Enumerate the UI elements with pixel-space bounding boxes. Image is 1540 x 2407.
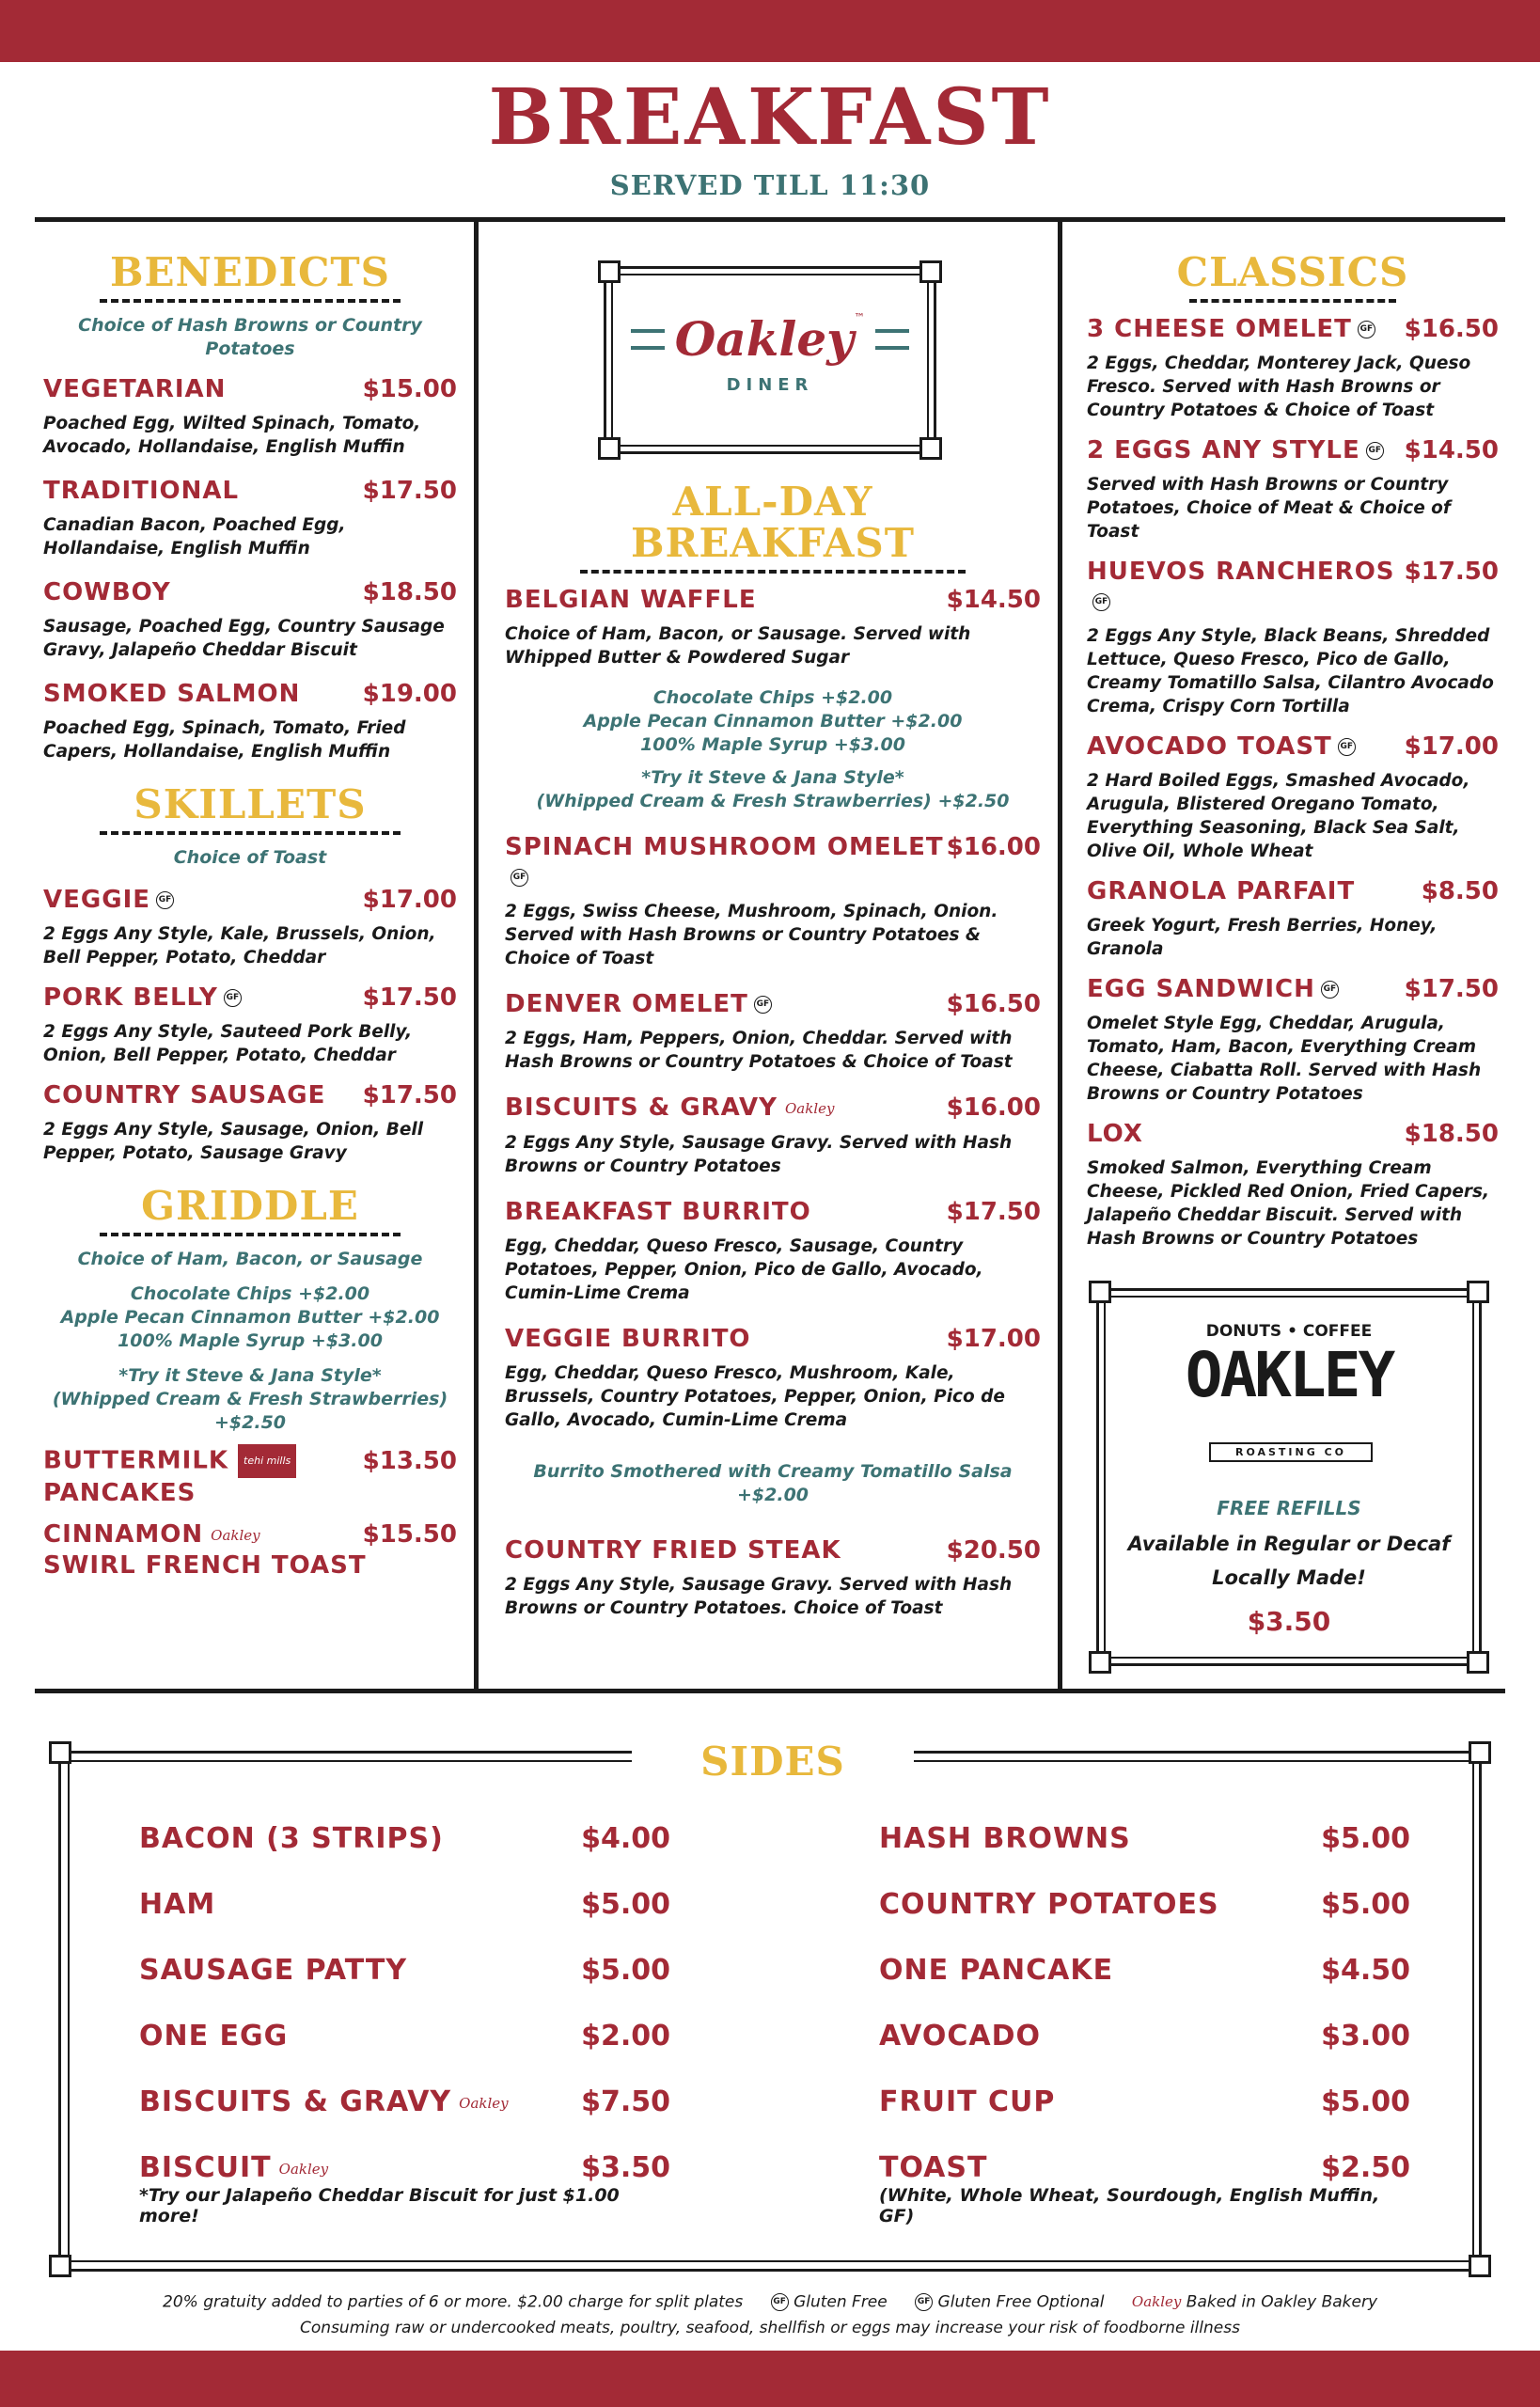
gluten-free-optional-legend: Gluten Free Optional xyxy=(937,2292,1105,2312)
waffle-special: *Try it Steve & Jana Style* xyxy=(641,767,904,789)
menu-item xyxy=(1087,876,1499,961)
item-name: DENVER OMELET xyxy=(505,990,748,1019)
item-description: Smoked Salmon, Everything Cream Cheese, Pickled Red Onion, Fried Capers, Jalapeño Cheddar Biscuit. Served with Hash Browns or Country Potatoes xyxy=(1087,1158,1490,1250)
item-description: Canadian Bacon, Poached Egg, Hollandaise, English Muffin xyxy=(43,515,346,559)
item-price: $17.00 xyxy=(362,886,457,915)
menu-item xyxy=(1087,732,1499,863)
logo-stripes-icon xyxy=(875,329,909,350)
item-price: $15.00 xyxy=(362,375,457,404)
center-column xyxy=(505,481,1041,1620)
gluten-free-icon: GF xyxy=(224,989,242,1007)
item-name: VEGGIE xyxy=(43,886,150,915)
item-name: COWBOY xyxy=(43,578,171,607)
side-item xyxy=(139,1954,670,2020)
item-price: $20.50 xyxy=(946,1535,1041,1565)
item-price: $16.00 xyxy=(946,1093,1041,1123)
item-description: 2 Eggs Any Style, Kale, Brussels, Onion, Bell Pepper, Potato, Cheddar xyxy=(43,924,436,968)
item-description: 2 Eggs Any Style, Sausage, Onion, Bell Pepper, Potato, Sausage Gravy xyxy=(43,1120,424,1164)
side-name: HAM xyxy=(139,1888,216,1921)
page-title: BREAKFAST xyxy=(488,72,1052,163)
waffle-addon: Apple Pecan Cinnamon Butter +$2.00 xyxy=(583,711,963,732)
side-price: $7.50 xyxy=(581,2085,670,2118)
served-till-subtitle: SERVED TILL 11:30 xyxy=(609,169,931,201)
side-price: $5.00 xyxy=(1321,1822,1410,1855)
waffle-addon: 100% Maple Syrup +$3.00 xyxy=(640,734,905,756)
item-price: $16.00 xyxy=(946,833,1041,862)
side-name: BISCUITS & GRAVY xyxy=(139,2085,452,2118)
oakley-bakery-icon: Oakley xyxy=(1131,2293,1182,2310)
bottom-divider xyxy=(35,1689,1505,1693)
menu-item xyxy=(43,476,457,560)
side-item xyxy=(139,2085,670,2151)
gluten-free-optional-icon: GF xyxy=(915,2293,933,2311)
item-price: $17.50 xyxy=(946,1197,1041,1226)
item-name: BISCUITS & GRAVY xyxy=(505,1093,778,1123)
footer-line-1 xyxy=(0,2290,1540,2315)
menu-item xyxy=(43,983,457,1067)
item-description: Omelet Style Egg, Cheddar, Arugula, Tomato, Ham, Bacon, Everything Cream Cheese, Ciabatta Roll. Served with Hash Browns or Country Potatoes xyxy=(1087,1014,1482,1105)
item-price: $18.50 xyxy=(362,578,457,607)
top-band xyxy=(0,0,1540,62)
side-item xyxy=(879,1822,1410,1888)
side-name: TOAST xyxy=(879,2151,988,2184)
item-description: 2 Eggs, Cheddar, Monterey Jack, Queso Fresco. Served with Hash Browns or Country Potatoes & Choice of Toast xyxy=(1087,354,1471,421)
item-name: HUEVOS RANCHEROS xyxy=(1087,558,1395,587)
item-name: VEGETARIAN xyxy=(43,375,227,404)
menu-item xyxy=(505,585,1041,669)
gluten-free-icon: GF xyxy=(771,2293,789,2311)
oakley-bakery-icon: Oakley xyxy=(785,1099,835,1117)
item-name-line2: SWIRL FRENCH TOAST xyxy=(43,1550,367,1580)
side-item xyxy=(879,2085,1410,2151)
left-column xyxy=(43,249,457,1581)
item-price: $16.50 xyxy=(1404,315,1499,344)
menu-item xyxy=(505,1197,1041,1305)
side-price: $2.00 xyxy=(581,2020,670,2053)
side-item xyxy=(139,1822,670,1888)
gluten-free-icon: GF xyxy=(1358,321,1375,338)
item-description: Greek Yogurt, Fresh Berries, Honey, Granola xyxy=(1087,916,1438,960)
footer-line-2: Consuming raw or undercooked meats, poultry, seafood, shellfish or eggs may increase your risk of foodborne illness xyxy=(300,2319,1240,2337)
toast-note: (White, Whole Wheat, Sourdough, English Muffin, GF) xyxy=(879,2185,1380,2226)
side-item xyxy=(879,2020,1410,2085)
all-day-title-line1: ALL-DAY xyxy=(672,479,873,525)
item-name: CINNAMON xyxy=(43,1520,204,1550)
sides-title: SIDES xyxy=(700,1738,845,1785)
coffee-line1: Available in Regular or Decaf xyxy=(1127,1533,1451,1555)
item-description: Poached Egg, Wilted Spinach, Tomato, Avocado, Hollandaise, English Muffin xyxy=(43,414,421,458)
menu-item xyxy=(43,885,457,969)
item-description: Sausage, Poached Egg, Country Sausage Gravy, Jalapeño Cheddar Biscuit xyxy=(43,617,445,661)
coffee-top-label: DONUTS • COFFEE xyxy=(1205,1322,1373,1341)
item-name: SMOKED SALMON xyxy=(43,680,301,709)
side-name: BACON (3 STRIPS) xyxy=(139,1822,444,1855)
gluten-free-icon: GF xyxy=(156,891,174,909)
coffee-line2: Locally Made! xyxy=(1212,1566,1366,1589)
item-price: $17.50 xyxy=(1404,558,1499,587)
side-item xyxy=(139,2020,670,2085)
side-name: ONE PANCAKE xyxy=(879,1954,1114,1987)
side-name: HASH BROWNS xyxy=(879,1822,1131,1855)
biscuit-note: *Try our Jalapeño Cheddar Biscuit for just $1.00 more! xyxy=(139,2185,620,2226)
logo-stripes-icon xyxy=(631,329,665,350)
side-price: $4.50 xyxy=(1321,1954,1410,1987)
griddle-addon: Apple Pecan Cinnamon Butter +$2.00 xyxy=(60,1307,440,1329)
item-price: $17.00 xyxy=(946,1324,1041,1353)
menu-item xyxy=(505,1093,1041,1178)
gluten-free-optional-icon: GF xyxy=(1338,738,1356,756)
item-name: VEGGIE BURRITO xyxy=(505,1324,751,1353)
menu-item xyxy=(43,679,457,763)
menu-item xyxy=(43,374,457,459)
classics-divider xyxy=(1189,299,1396,303)
item-price: $16.50 xyxy=(946,990,1041,1019)
menu-item xyxy=(1087,314,1499,422)
item-name: GRANOLA PARFAIT xyxy=(1087,877,1356,906)
right-column xyxy=(1087,249,1499,1251)
all-day-title xyxy=(505,479,1041,567)
skillets-note: Choice of Toast xyxy=(173,847,327,869)
gluten-free-icon: GF xyxy=(754,996,772,1014)
item-name: 2 EGGS ANY STYLE xyxy=(1087,436,1360,465)
item-name: COUNTRY SAUSAGE xyxy=(43,1081,326,1110)
item-price: $15.50 xyxy=(362,1520,457,1550)
side-name: BISCUIT xyxy=(139,2151,272,2184)
item-name: TRADITIONAL xyxy=(43,477,240,506)
left-column-divider xyxy=(474,219,479,1691)
menu-item xyxy=(43,1080,457,1165)
griddle-addon: Chocolate Chips +$2.00 xyxy=(130,1283,370,1305)
item-description: Choice of Ham, Bacon, or Sausage. Served with Whipped Butter & Powdered Sugar xyxy=(505,624,971,669)
item-description: Egg, Cheddar, Queso Fresco, Mushroom, Kale, Brussels, Country Potatoes, Pepper, Onion, Pico de Gallo, Avocado, Cumin-Lime Crema xyxy=(505,1362,1005,1430)
item-price: $17.50 xyxy=(1404,975,1499,1004)
item-price: $17.50 xyxy=(362,1081,457,1110)
griddle-addon: 100% Maple Syrup +$3.00 xyxy=(118,1330,383,1352)
menu-item xyxy=(43,577,457,662)
item-name: AVOCADO TOAST xyxy=(1087,732,1332,762)
all-day-title-line2: BREAKFAST xyxy=(630,520,916,567)
item-description: 2 Eggs, Ham, Peppers, Onion, Cheddar. Served with Hash Browns or Country Potatoes & Choice of Toast xyxy=(505,1029,1013,1073)
menu-item xyxy=(1087,557,1499,718)
side-name: AVOCADO xyxy=(879,2020,1042,2053)
item-description: 2 Eggs Any Style, Sausage Gravy. Served with Hash Browns or Country Potatoes. Choice of Toast xyxy=(505,1574,1013,1618)
side-item xyxy=(879,1954,1410,2020)
oakley-bakery-icon: Oakley xyxy=(459,2094,509,2112)
item-name: LOX xyxy=(1087,1120,1143,1149)
item-name: 3 CHEESE OMELET xyxy=(1087,315,1352,344)
item-description: Served with Hash Browns or Country Potatoes, Choice of Meat & Choice of Toast xyxy=(1087,475,1451,543)
gratuity-note: 20% gratuity added to parties of 6 or more. $2.00 charge for split plates xyxy=(163,2292,744,2312)
menu-item xyxy=(1087,435,1499,543)
side-price: $2.50 xyxy=(1321,2151,1410,2184)
item-name: BELGIAN WAFFLE xyxy=(505,586,757,615)
free-refills: FREE REFILLS xyxy=(1217,1497,1361,1519)
item-description: Egg, Cheddar, Queso Fresco, Sausage, Country Potatoes, Pepper, Onion, Pico de Gallo, Avocado, Cumin-Lime Crema xyxy=(505,1235,983,1303)
diner-logo-frame xyxy=(598,260,942,460)
skillets-title: SKILLETS xyxy=(134,781,367,828)
gluten-free-legend: Gluten Free xyxy=(794,2292,888,2312)
coffee-sub: ROASTING CO xyxy=(1209,1442,1373,1462)
side-price: $4.00 xyxy=(581,1822,670,1855)
side-name: FRUIT CUP xyxy=(879,2085,1056,2118)
gluten-free-icon: GF xyxy=(1366,442,1384,460)
item-name: EGG SANDWICH xyxy=(1087,975,1315,1004)
waffle-special: (Whipped Cream & Fresh Strawberries) +$2.50 xyxy=(536,791,1010,812)
menu-item xyxy=(43,1519,457,1581)
item-description: Poached Egg, Spinach, Tomato, Fried Capers, Hollandaise, English Muffin xyxy=(43,718,406,763)
item-price: $17.50 xyxy=(362,983,457,1013)
item-description: 2 Eggs Any Style, Sausage Gravy. Served with Hash Browns or Country Potatoes xyxy=(505,1132,1013,1176)
griddle-special: *Try it Steve & Jana Style* xyxy=(118,1365,382,1387)
item-price: $14.50 xyxy=(1404,436,1499,465)
all-day-divider xyxy=(580,570,966,574)
coffee-brand: OAKLEY xyxy=(1185,1339,1393,1411)
item-price: $14.50 xyxy=(946,586,1041,615)
side-price: $3.00 xyxy=(1321,2020,1410,2053)
griddle-special: +$2.50 xyxy=(213,1412,287,1434)
side-price: $5.00 xyxy=(1321,2085,1410,2118)
gluten-free-icon: GF xyxy=(511,869,528,887)
menu-item xyxy=(505,989,1041,1074)
benedicts-note: Choice of Hash Browns or Country Potatoes xyxy=(78,315,422,360)
waffle-addon: Chocolate Chips +$2.00 xyxy=(652,687,893,709)
item-name: BREAKFAST BURRITO xyxy=(505,1197,811,1226)
menu-item xyxy=(1087,1119,1499,1251)
menu-item xyxy=(505,832,1041,970)
oakley-bakery-icon: Oakley xyxy=(278,2160,329,2178)
item-price: $19.00 xyxy=(362,680,457,709)
right-column-divider xyxy=(1058,219,1062,1691)
gluten-free-optional-icon: GF xyxy=(1321,981,1339,999)
item-name: SPINACH MUSHROOM OMELET xyxy=(505,833,944,862)
menu-item xyxy=(505,1535,1041,1620)
side-price: $3.50 xyxy=(581,2151,670,2184)
item-name-line2: PANCAKES xyxy=(43,1479,196,1508)
trademark: ™ xyxy=(854,311,866,324)
classics-title: CLASSICS xyxy=(1176,249,1409,295)
bottom-band xyxy=(0,2351,1540,2407)
item-price: $18.50 xyxy=(1404,1120,1499,1149)
item-description: 2 Eggs Any Style, Black Beans, Shredded Lettuce, Queso Fresco, Pico de Gallo, Creamy Tomatillo Salsa, Cilantro Avocado Crema, Crispy Corn Tortilla xyxy=(1087,626,1494,717)
skillets-divider xyxy=(100,831,401,835)
sides-left-list xyxy=(139,1822,670,2226)
tehi-mills-logo: tehi mills xyxy=(238,1444,296,1478)
side-price: $5.00 xyxy=(1321,1888,1410,1921)
menu-item xyxy=(43,1444,457,1508)
item-description: 2 Hard Boiled Eggs, Smashed Avocado, Arugula, Blistered Oregano Tomato, Everything Seasoning, Black Sea Salt, Olive Oil, Whole Wheat xyxy=(1087,771,1470,862)
diner-logo-name: Oakley xyxy=(674,311,855,367)
side-item xyxy=(139,1888,670,1954)
griddle-divider xyxy=(100,1233,401,1236)
item-description: 2 Eggs Any Style, Sauteed Pork Belly, Onion, Bell Pepper, Potato, Cheddar xyxy=(43,1022,413,1066)
griddle-title: GRIDDLE xyxy=(141,1183,359,1230)
gluten-free-icon: GF xyxy=(1092,593,1110,611)
side-name: COUNTRY POTATOES xyxy=(879,1888,1219,1921)
side-name: ONE EGG xyxy=(139,2020,289,2053)
side-price: $5.00 xyxy=(581,1954,670,1987)
diner-logo-sub: DINER xyxy=(726,375,814,395)
menu-item xyxy=(1087,974,1499,1106)
top-divider xyxy=(35,217,1505,222)
benedicts-divider xyxy=(100,299,401,303)
item-price: $8.50 xyxy=(1421,877,1499,906)
item-name: BUTTERMILK xyxy=(43,1446,229,1475)
coffee-box xyxy=(1089,1281,1489,1674)
coffee-price: $3.50 xyxy=(1247,1606,1331,1637)
oakley-bakery-legend: Baked in Oakley Bakery xyxy=(1186,2292,1377,2312)
item-price: $17.50 xyxy=(362,477,457,506)
item-price: $17.00 xyxy=(1404,732,1499,762)
side-item xyxy=(879,1888,1410,1954)
side-price: $5.00 xyxy=(581,1888,670,1921)
sides-right-list xyxy=(879,1822,1410,2226)
side-name: SAUSAGE PATTY xyxy=(139,1954,408,1987)
benedicts-title: BENEDICTS xyxy=(110,249,390,295)
item-price: $13.50 xyxy=(362,1446,457,1475)
menu-item xyxy=(505,1324,1041,1432)
item-name: PORK BELLY xyxy=(43,983,218,1013)
griddle-special: (Whipped Cream & Fresh Strawberries) xyxy=(52,1389,448,1410)
griddle-note: Choice of Ham, Bacon, or Sausage xyxy=(77,1249,423,1270)
oakley-bakery-icon: Oakley xyxy=(211,1526,260,1544)
item-description: 2 Eggs, Swiss Cheese, Mushroom, Spinach, Onion. Served with Hash Browns or Country Potatoes & Choice of Toast xyxy=(505,902,998,969)
item-name: COUNTRY FRIED STEAK xyxy=(505,1535,841,1565)
burrito-note: Burrito Smothered with Creamy Tomatillo Salsa +$2.00 xyxy=(533,1460,1013,1505)
